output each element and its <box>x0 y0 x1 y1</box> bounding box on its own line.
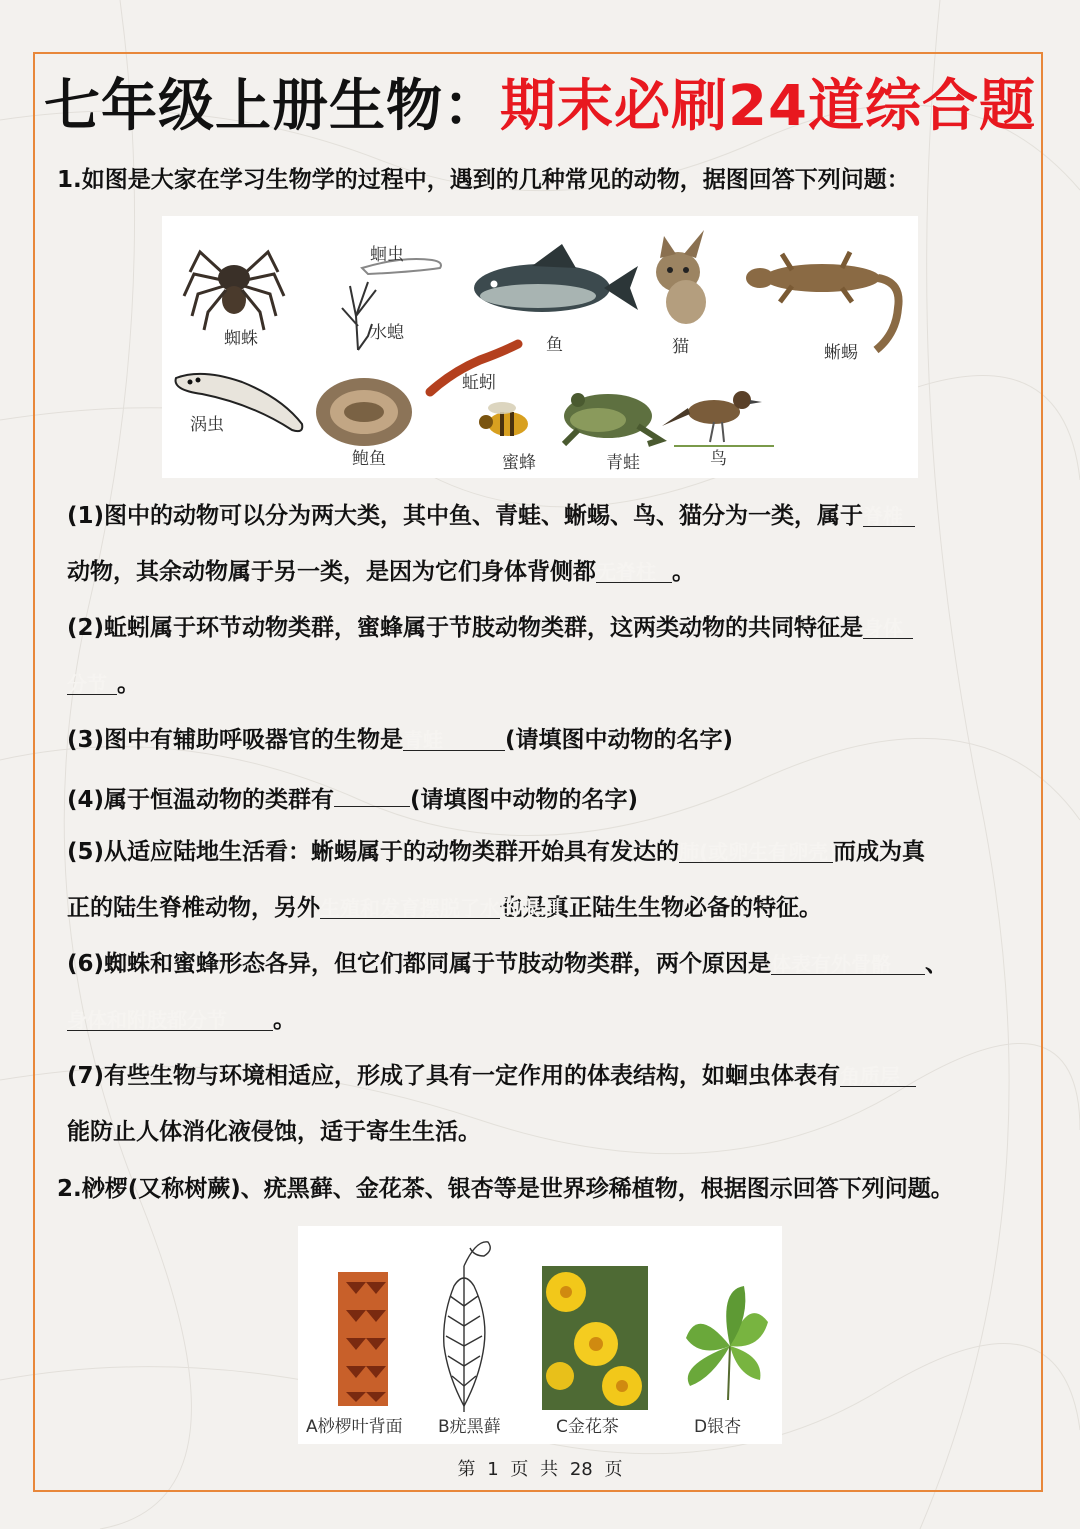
lizard-drawing <box>746 252 899 350</box>
answer-blank-4[interactable] <box>334 780 410 807</box>
label-frog: 青蛙 <box>606 453 640 473</box>
label-plant-b: B疣黑藓 <box>438 1417 501 1437</box>
fish-drawing <box>474 244 638 312</box>
q1-line-7-end: 而成为真 <box>833 839 926 865</box>
label-plant-c: C金花茶 <box>556 1417 619 1437</box>
animal-figure <box>162 216 918 478</box>
answer-blank-2b[interactable]: 分节 <box>67 668 117 695</box>
answer-blank-6a[interactable]: 体表有外骨骼 <box>771 948 925 975</box>
q1-line-9 <box>67 948 948 980</box>
label-flatworm: 涡虫 <box>190 415 224 435</box>
title-part1: 七年级上册生物： <box>44 74 501 139</box>
q1-line-4 <box>67 668 140 700</box>
bird-drawing <box>662 391 774 446</box>
q1-line-6-end: (请填图中动物的名字) <box>410 787 639 813</box>
q1-line-8-text: 正的陆生脊椎动物，另外 <box>67 895 320 921</box>
q1-line-12-text: 能防止人体消化液侵蚀，适于寄生生活。 <box>67 1119 481 1145</box>
moss-drawing <box>444 1242 491 1412</box>
q1-line-6-text: (4)属于恒温动物的类群有 <box>67 787 335 813</box>
q1-line-10-end: 。 <box>273 1007 296 1033</box>
label-roundworm: 蛔虫 <box>370 245 404 265</box>
answer-blank-7[interactable]: 角质层 <box>840 1060 916 1087</box>
bee-drawing <box>479 402 528 436</box>
q1-line-9-text: (6)蜘蛛和蜜蜂形态各异，但它们都同属于节肢动物类群，两个原因是 <box>67 951 772 977</box>
q1-line-5 <box>67 724 733 756</box>
q1-line-4-end: 。 <box>117 671 140 697</box>
page-number: 第 1 页 共 28 页 <box>457 1459 623 1480</box>
label-hydra: 水螅 <box>370 323 404 343</box>
q1-line-1-text: (1)图中的动物可以分为两大类，其中鱼、青蛙、蜥蜴、鸟、猫分为一类，属于 <box>67 503 864 529</box>
camellia-drawing <box>542 1266 648 1410</box>
tree-fern-drawing <box>338 1272 388 1406</box>
animal-illustrations <box>162 216 918 478</box>
title-part2: 期末必刷24道综合题 <box>500 74 1036 139</box>
label-bird: 鸟 <box>710 449 727 469</box>
label-plant-a: A桫椤叶背面 <box>306 1417 403 1437</box>
abalone-drawing <box>316 378 412 446</box>
frog-drawing <box>564 393 660 444</box>
answer-blank-5b[interactable]: 生殖和发育摆脱了水的限制 <box>320 892 500 919</box>
q1-line-5-end: (请填图中动物的名字) <box>505 727 734 753</box>
label-lizard: 蜥蜴 <box>824 343 858 363</box>
label-plant-d: D银杏 <box>694 1417 742 1437</box>
q1-line-7 <box>67 836 925 868</box>
label-fish: 鱼 <box>546 335 563 355</box>
cat-drawing <box>656 230 706 324</box>
question-1-heading: 1.如图是大家在学习生物学的过程中，遇到的几种常见的动物，据图回答下列问题： <box>57 167 910 193</box>
page-title <box>0 72 1080 142</box>
q1-line-7-text: (5)从适应陆地生活看：蜥蜴属于的动物类群开始具有发达的 <box>67 839 680 865</box>
answer-blank-6b[interactable]: 身体和附肢都分节 <box>67 1004 273 1031</box>
q1-line-2-end: 。 <box>672 559 695 585</box>
answer-blank-3[interactable]: 青蛙 <box>403 724 505 751</box>
label-earthworm: 蚯蚓 <box>462 373 496 393</box>
q1-line-8 <box>67 892 822 924</box>
answer-blank-2a[interactable]: 身体 <box>863 612 913 639</box>
spider-drawing <box>184 252 284 330</box>
label-cat: 猫 <box>672 337 689 357</box>
ginkgo-drawing <box>686 1286 768 1400</box>
q1-line-1 <box>67 500 915 532</box>
q1-line-11 <box>67 1060 916 1092</box>
question-2-heading: 2.桫椤(又称树蕨)、疣黑藓、金花茶、银杏等是世界珍稀植物，根据图示回答下列问题。 <box>57 1176 954 1202</box>
q1-line-8-end: 也是真正陆生生物必备的特征。 <box>500 895 822 921</box>
label-spider: 蜘蛛 <box>224 329 258 349</box>
q1-line-12 <box>67 1116 481 1148</box>
plant-figure <box>298 1226 782 1444</box>
q1-line-3 <box>67 612 913 644</box>
q1-line-2-text: 动物，其余动物属于另一类，是因为它们身体背侧都 <box>67 559 596 585</box>
q1-line-3-text: (2)蚯蚓属于环节动物类群，蜜蜂属于节肢动物类群，这两类动物的共同特征是 <box>67 615 864 641</box>
answer-blank-1a[interactable]: 脊椎 <box>863 500 915 527</box>
answer-blank-1b[interactable]: 无脊柱 <box>596 556 672 583</box>
answer-blank-5a[interactable]: 肺(或卵生有卵壳) <box>679 836 833 863</box>
label-bee: 蜜蜂 <box>502 453 536 473</box>
label-abalone: 鲍鱼 <box>352 449 386 469</box>
q1-line-2 <box>67 556 695 588</box>
q1-line-9-end: 、 <box>925 951 949 977</box>
q1-line-11-text: (7)有些生物与环境相适应，形成了具有一定作用的体表结构，如蛔虫体表有 <box>67 1063 841 1089</box>
q1-line-5-text: (3)图中有辅助呼吸器官的生物是 <box>67 727 404 753</box>
q1-line-10 <box>67 1004 296 1036</box>
q1-line-6 <box>67 780 638 816</box>
